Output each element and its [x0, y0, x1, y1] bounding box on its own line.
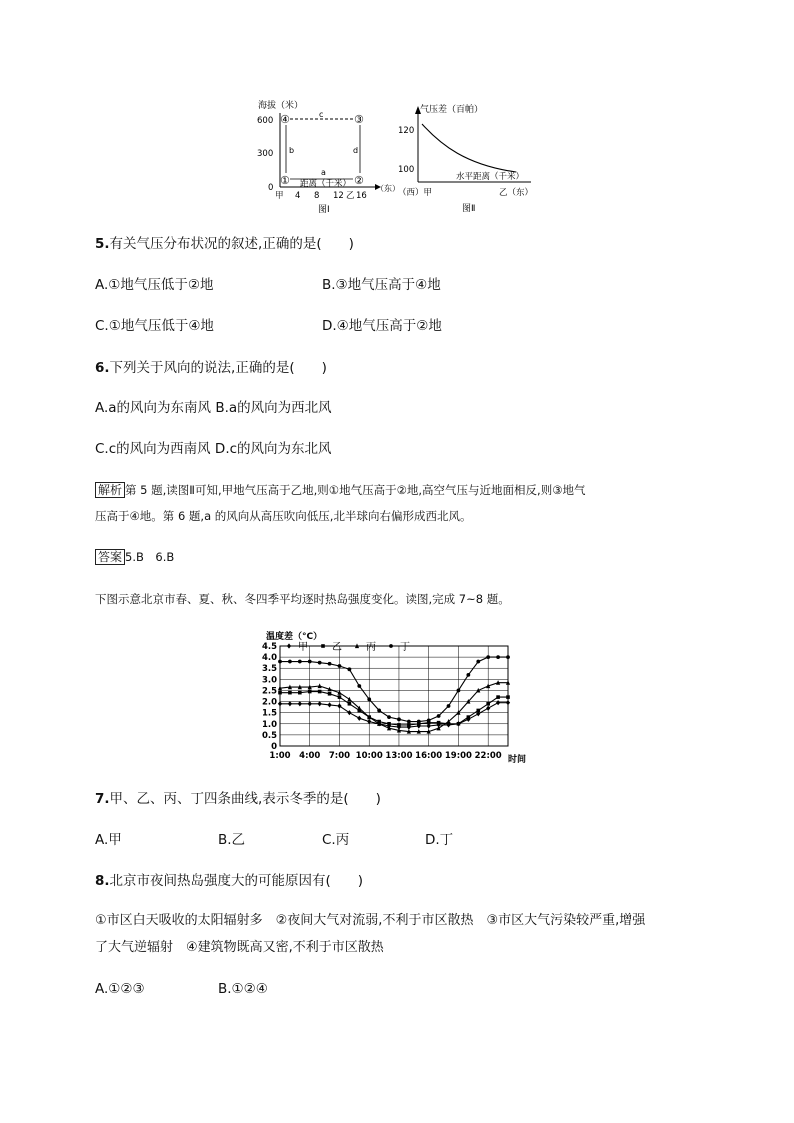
- fig1-point-2: ②: [354, 174, 364, 187]
- chart-data-point: [397, 723, 401, 727]
- chart-data-point: [347, 697, 351, 702]
- fig2-ytick-120: 120: [398, 126, 415, 136]
- chart-intro: 下图示意北京市春、夏、秋、冬四季平均逐时热岛强度变化。读图,完成 7~8 题。: [95, 592, 510, 606]
- q5-option-d: D.④地气压高于②地: [322, 318, 442, 334]
- chart-data-point: [506, 700, 510, 705]
- chart-ylabel: 温度差（°C）: [266, 632, 323, 642]
- q5-option-b: B.③地气压高于④地: [322, 277, 441, 293]
- chart-data-point: [467, 715, 471, 719]
- fig1-xtick-yi: 乙: [346, 191, 355, 201]
- q7-option-b: B.乙: [218, 832, 246, 848]
- chart-data-point: [486, 706, 490, 711]
- question-8-text: 北京市夜间热岛强度大的可能原因有( ): [109, 873, 364, 889]
- q8-statements-line-1: ①市区白天吸收的太阳辐射多 ②夜间大气对流弱,不利于市区散热 ③市区大气污染较严重,增强: [95, 913, 646, 928]
- figure-2: [396, 100, 546, 220]
- chart-data-point: [318, 701, 322, 706]
- chart-series-line-4: [280, 657, 508, 722]
- q7-option-a: A.甲: [95, 832, 122, 848]
- chart-data-point: [466, 673, 470, 677]
- fig1-point-4: ④: [280, 113, 290, 126]
- chart-data-point: [298, 660, 302, 664]
- question-8-number: 8.: [95, 873, 110, 889]
- chart-y-tick-label: 0: [271, 742, 277, 752]
- chart-y-tick-label: 0.5: [261, 730, 277, 741]
- fig1-label-b: b: [289, 146, 295, 155]
- chart-y-tick-label: 4.0: [261, 653, 277, 664]
- chart-data-point: [486, 655, 490, 659]
- chart-data-point: [387, 715, 391, 719]
- fig2-left-label: （西）甲: [398, 188, 433, 198]
- question-7-text: 甲、乙、丙、丁四条曲线,表示冬季的是( ): [109, 791, 381, 807]
- question-7-number: 7.: [95, 791, 110, 807]
- analysis-line-1: [95, 482, 586, 498]
- fig1-ytick-600: 600: [257, 116, 274, 126]
- analysis-line-2: 压高于④地。第 6 题,a 的风向从高压吹向低压,北半球向右偏形成西北风。: [95, 509, 472, 523]
- chart-y-tick-label: 4.5: [261, 642, 277, 652]
- legend-marker: [321, 644, 325, 648]
- q5-option-c: C.①地气压低于④地: [95, 318, 214, 334]
- chart-data-point: [367, 719, 371, 724]
- chart-x-tick-label: 10:00: [355, 751, 383, 761]
- chart-data-point: [357, 716, 361, 721]
- chart-data-point: [318, 690, 322, 694]
- chart-data-point: [367, 697, 371, 701]
- legend-marker: [287, 643, 291, 648]
- fig2-caption: 图Ⅱ: [462, 204, 476, 214]
- chart-data-point: [457, 689, 461, 693]
- legend-label: 丙: [366, 642, 376, 653]
- q7-option-d: D.丁: [425, 832, 454, 848]
- question-6-number: 6.: [95, 360, 110, 376]
- chart-data-point: [427, 719, 431, 723]
- chart-data-point: [308, 660, 312, 664]
- chart-y-tick-label: 1.0: [261, 719, 277, 730]
- chart-data-point: [496, 700, 500, 705]
- chart-data-point: [377, 709, 381, 713]
- chart-y-tick-label: 3.0: [261, 675, 277, 686]
- chart-data-point: [288, 701, 292, 706]
- chart-data-point: [308, 701, 312, 706]
- chart-data-point: [318, 661, 322, 665]
- chart-data-point: [496, 655, 500, 659]
- q8-option-b: B.①②④: [218, 981, 268, 997]
- fig1-xtick-4: 4: [295, 191, 301, 201]
- chart-data-point: [437, 721, 441, 725]
- chart-data-point: [397, 717, 401, 721]
- fig1-xtick-16: 16: [356, 191, 367, 201]
- chart-data-point: [387, 722, 391, 726]
- chart-data-point: [347, 667, 351, 671]
- chart-data-point: [357, 684, 361, 688]
- chart-y-tick-label: 2.5: [261, 686, 277, 697]
- question-6-stem: [95, 359, 327, 377]
- chart-data-point: [278, 660, 282, 664]
- chart-data-point: [327, 702, 331, 707]
- legend-label: 甲: [298, 642, 308, 653]
- question-5-number: 5.: [95, 236, 110, 252]
- fig1-point-1: ①: [280, 174, 290, 187]
- answer-tag: 答案: [95, 549, 125, 565]
- chart-data-point: [338, 664, 342, 668]
- chart-x-tick-label: 1:00: [269, 751, 291, 761]
- figure-1: [250, 95, 400, 220]
- fig2-ytick-100: 100: [398, 165, 415, 175]
- chart-x-tick-label: 22:00: [474, 751, 502, 761]
- question-7-stem: [95, 790, 381, 808]
- chart-data-point: [506, 655, 510, 659]
- chart-y-tick-label: 2.0: [261, 697, 277, 708]
- chart-data-point: [288, 691, 292, 695]
- fig1-xtick-8: 8: [314, 191, 320, 201]
- fig1-label-d: d: [353, 146, 359, 155]
- legend-marker: [389, 644, 393, 648]
- chart-xlabel: 时间: [508, 755, 527, 765]
- question-8-stem: [95, 872, 363, 890]
- answer-text: 5.B 6.B: [125, 550, 175, 564]
- chart-data-point: [407, 723, 411, 727]
- fig1-caption: 图Ⅰ: [318, 205, 330, 215]
- chart-data-point: [506, 695, 510, 699]
- chart-data-point: [496, 695, 500, 699]
- chart-data-point: [457, 722, 461, 726]
- fig2-right-label: 乙（东）: [499, 188, 534, 198]
- fig1-label-a: a: [321, 168, 326, 177]
- fig1-distance-label: 距离（千米）: [300, 179, 352, 189]
- q6-options-ab: A.a的风向为东南风 B.a的风向为西北风: [95, 400, 332, 416]
- chart-data-point: [486, 702, 490, 706]
- fig2-xlabel: 水平距离（千米）: [456, 172, 525, 182]
- question-5-stem: [95, 235, 354, 253]
- chart-data-point: [278, 701, 282, 706]
- chart-data-point: [347, 710, 351, 715]
- q6-options-cd: C.c的风向为西南风 D.c的风向为东北风: [95, 441, 332, 457]
- q5-option-a: A.①地气压低于②地: [95, 277, 214, 293]
- chart-data-point: [288, 660, 292, 664]
- answer-line: [95, 549, 174, 565]
- chart-series-line-2: [280, 692, 508, 725]
- chart-series-line-1: [280, 703, 508, 727]
- chart-x-tick-label: 4:00: [299, 751, 321, 761]
- chart-data-point: [338, 695, 342, 699]
- chart-data-point: [476, 709, 480, 713]
- fig1-point-3: ③: [354, 113, 364, 126]
- fig1-ytick-300: 300: [257, 149, 274, 159]
- q8-option-a: A.①②③: [95, 981, 145, 997]
- chart-data-point: [337, 703, 341, 708]
- chart-data-point: [437, 726, 441, 731]
- chart-x-tick-label: 19:00: [444, 751, 472, 761]
- fig2-pressure-curve: [422, 124, 516, 172]
- fig2-ylabel: 气压差（百帕）: [420, 105, 484, 115]
- q7-option-c: C.丙: [322, 832, 350, 848]
- q8-statements-line-2: 了大气逆辐射 ④建筑物既高又密,不利于市区散热: [95, 940, 384, 955]
- chart-data-point: [278, 691, 282, 695]
- analysis-text-1: 第 5 题,读图Ⅱ可知,甲地气压高于乙地,则①地气压高于②地,高空气压与近地面相反,则③地气: [125, 483, 586, 497]
- legend-label: 丁: [400, 642, 410, 653]
- chart-data-point: [328, 692, 332, 696]
- fig1-xtick-12: 12: [333, 191, 344, 201]
- chart-x-tick-label: 13:00: [385, 751, 413, 761]
- fig1-ylabel: 海拔（米）: [258, 101, 304, 111]
- fig1-ytick-0: 0: [268, 183, 274, 193]
- fig1-axis-unit: （东）: [376, 184, 400, 193]
- chart-data-point: [328, 662, 332, 666]
- chart-data-point: [437, 714, 441, 718]
- chart-x-tick-label: 7:00: [328, 751, 351, 761]
- question-6-text: 下列关于风向的说法,正确的是( ): [109, 360, 327, 376]
- chart-data-point: [417, 720, 421, 724]
- analysis-tag: 解析: [95, 482, 125, 498]
- chart-data-point: [308, 690, 312, 694]
- question-5-text: 有关气压分布状况的叙述,正确的是( ): [109, 236, 354, 252]
- legend-label: 乙: [332, 642, 342, 653]
- chart-data-point: [407, 720, 411, 724]
- fig1-xtick-jia: 甲: [275, 191, 284, 201]
- chart-y-tick-label: 3.5: [261, 664, 277, 675]
- chart-data-point: [298, 691, 302, 695]
- chart-data-point: [476, 660, 480, 664]
- fig1-label-c: c: [319, 110, 324, 119]
- chart-data-point: [298, 701, 302, 706]
- chart-y-tick-label: 1.5: [261, 708, 277, 719]
- chart-data-point: [348, 702, 352, 706]
- chart-data-point: [447, 704, 451, 708]
- heat-island-chart: [250, 628, 540, 770]
- chart-x-tick-label: 16:00: [415, 751, 443, 761]
